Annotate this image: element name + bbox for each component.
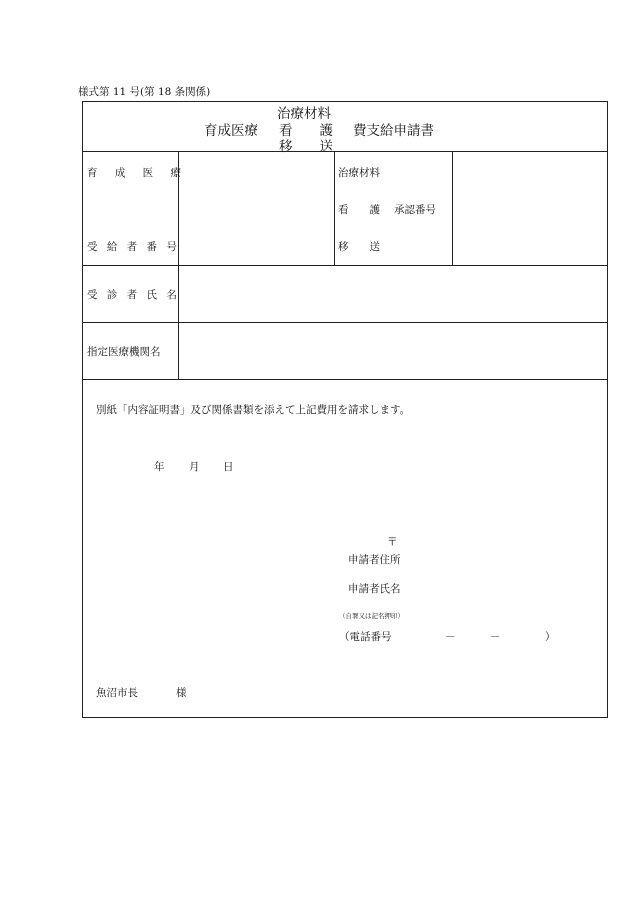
title-kango: 看 護 <box>279 123 333 139</box>
phone-dash-1: － <box>445 631 456 643</box>
name-label: 申請者氏名 <box>348 583 401 595</box>
jukyusha-label: 受 給 者 番 号 <box>87 241 180 253</box>
phone-close: ） <box>545 631 556 643</box>
date-month: 月 <box>189 461 200 473</box>
recipient-number-field[interactable] <box>179 152 333 264</box>
postal-mark: 〒 <box>387 536 398 548</box>
phone-dash-2: － <box>490 631 501 643</box>
signature-note: （自署又は記名押印） <box>339 612 404 620</box>
iso-label: 移 送 <box>338 241 380 253</box>
title-ikusei: 育成医療 <box>204 123 258 139</box>
form-number: 様式第 11 号(第 18 条関係) <box>78 86 211 98</box>
patient-name-field[interactable] <box>179 266 607 321</box>
phone-label: （電話番号 <box>339 631 392 643</box>
chiryo-label: 治療材料 <box>338 167 380 179</box>
date-day: 日 <box>223 461 234 473</box>
kikan-label: 指定医療機関名 <box>87 346 161 358</box>
title-chiryo: 治療材料 <box>277 106 331 122</box>
title-suffix: 費支給申請書 <box>353 123 434 139</box>
addressee: 魚沼市長 <box>96 687 138 699</box>
ikusei-label: 育 成 医 療 <box>87 167 189 179</box>
address-label: 申請者住所 <box>348 554 401 566</box>
approval-number-field[interactable] <box>453 152 607 264</box>
approval-column-divider <box>334 151 335 265</box>
divider-row3 <box>83 379 607 380</box>
request-statement: 別紙「内容証明書」及び関係書類を添えて上記費用を請求します。 <box>96 404 411 416</box>
title-iso: 移 送 <box>279 139 333 155</box>
date-year: 年 <box>154 461 165 473</box>
jushinsha-label: 受 診 者 氏 名 <box>87 289 180 301</box>
medical-institution-field[interactable] <box>179 323 607 378</box>
approval-number-label: 承認番号 <box>394 204 436 216</box>
addressee-honorific: 様 <box>176 687 187 699</box>
application-form <box>82 101 608 718</box>
kango-label: 看 護 <box>338 204 380 216</box>
